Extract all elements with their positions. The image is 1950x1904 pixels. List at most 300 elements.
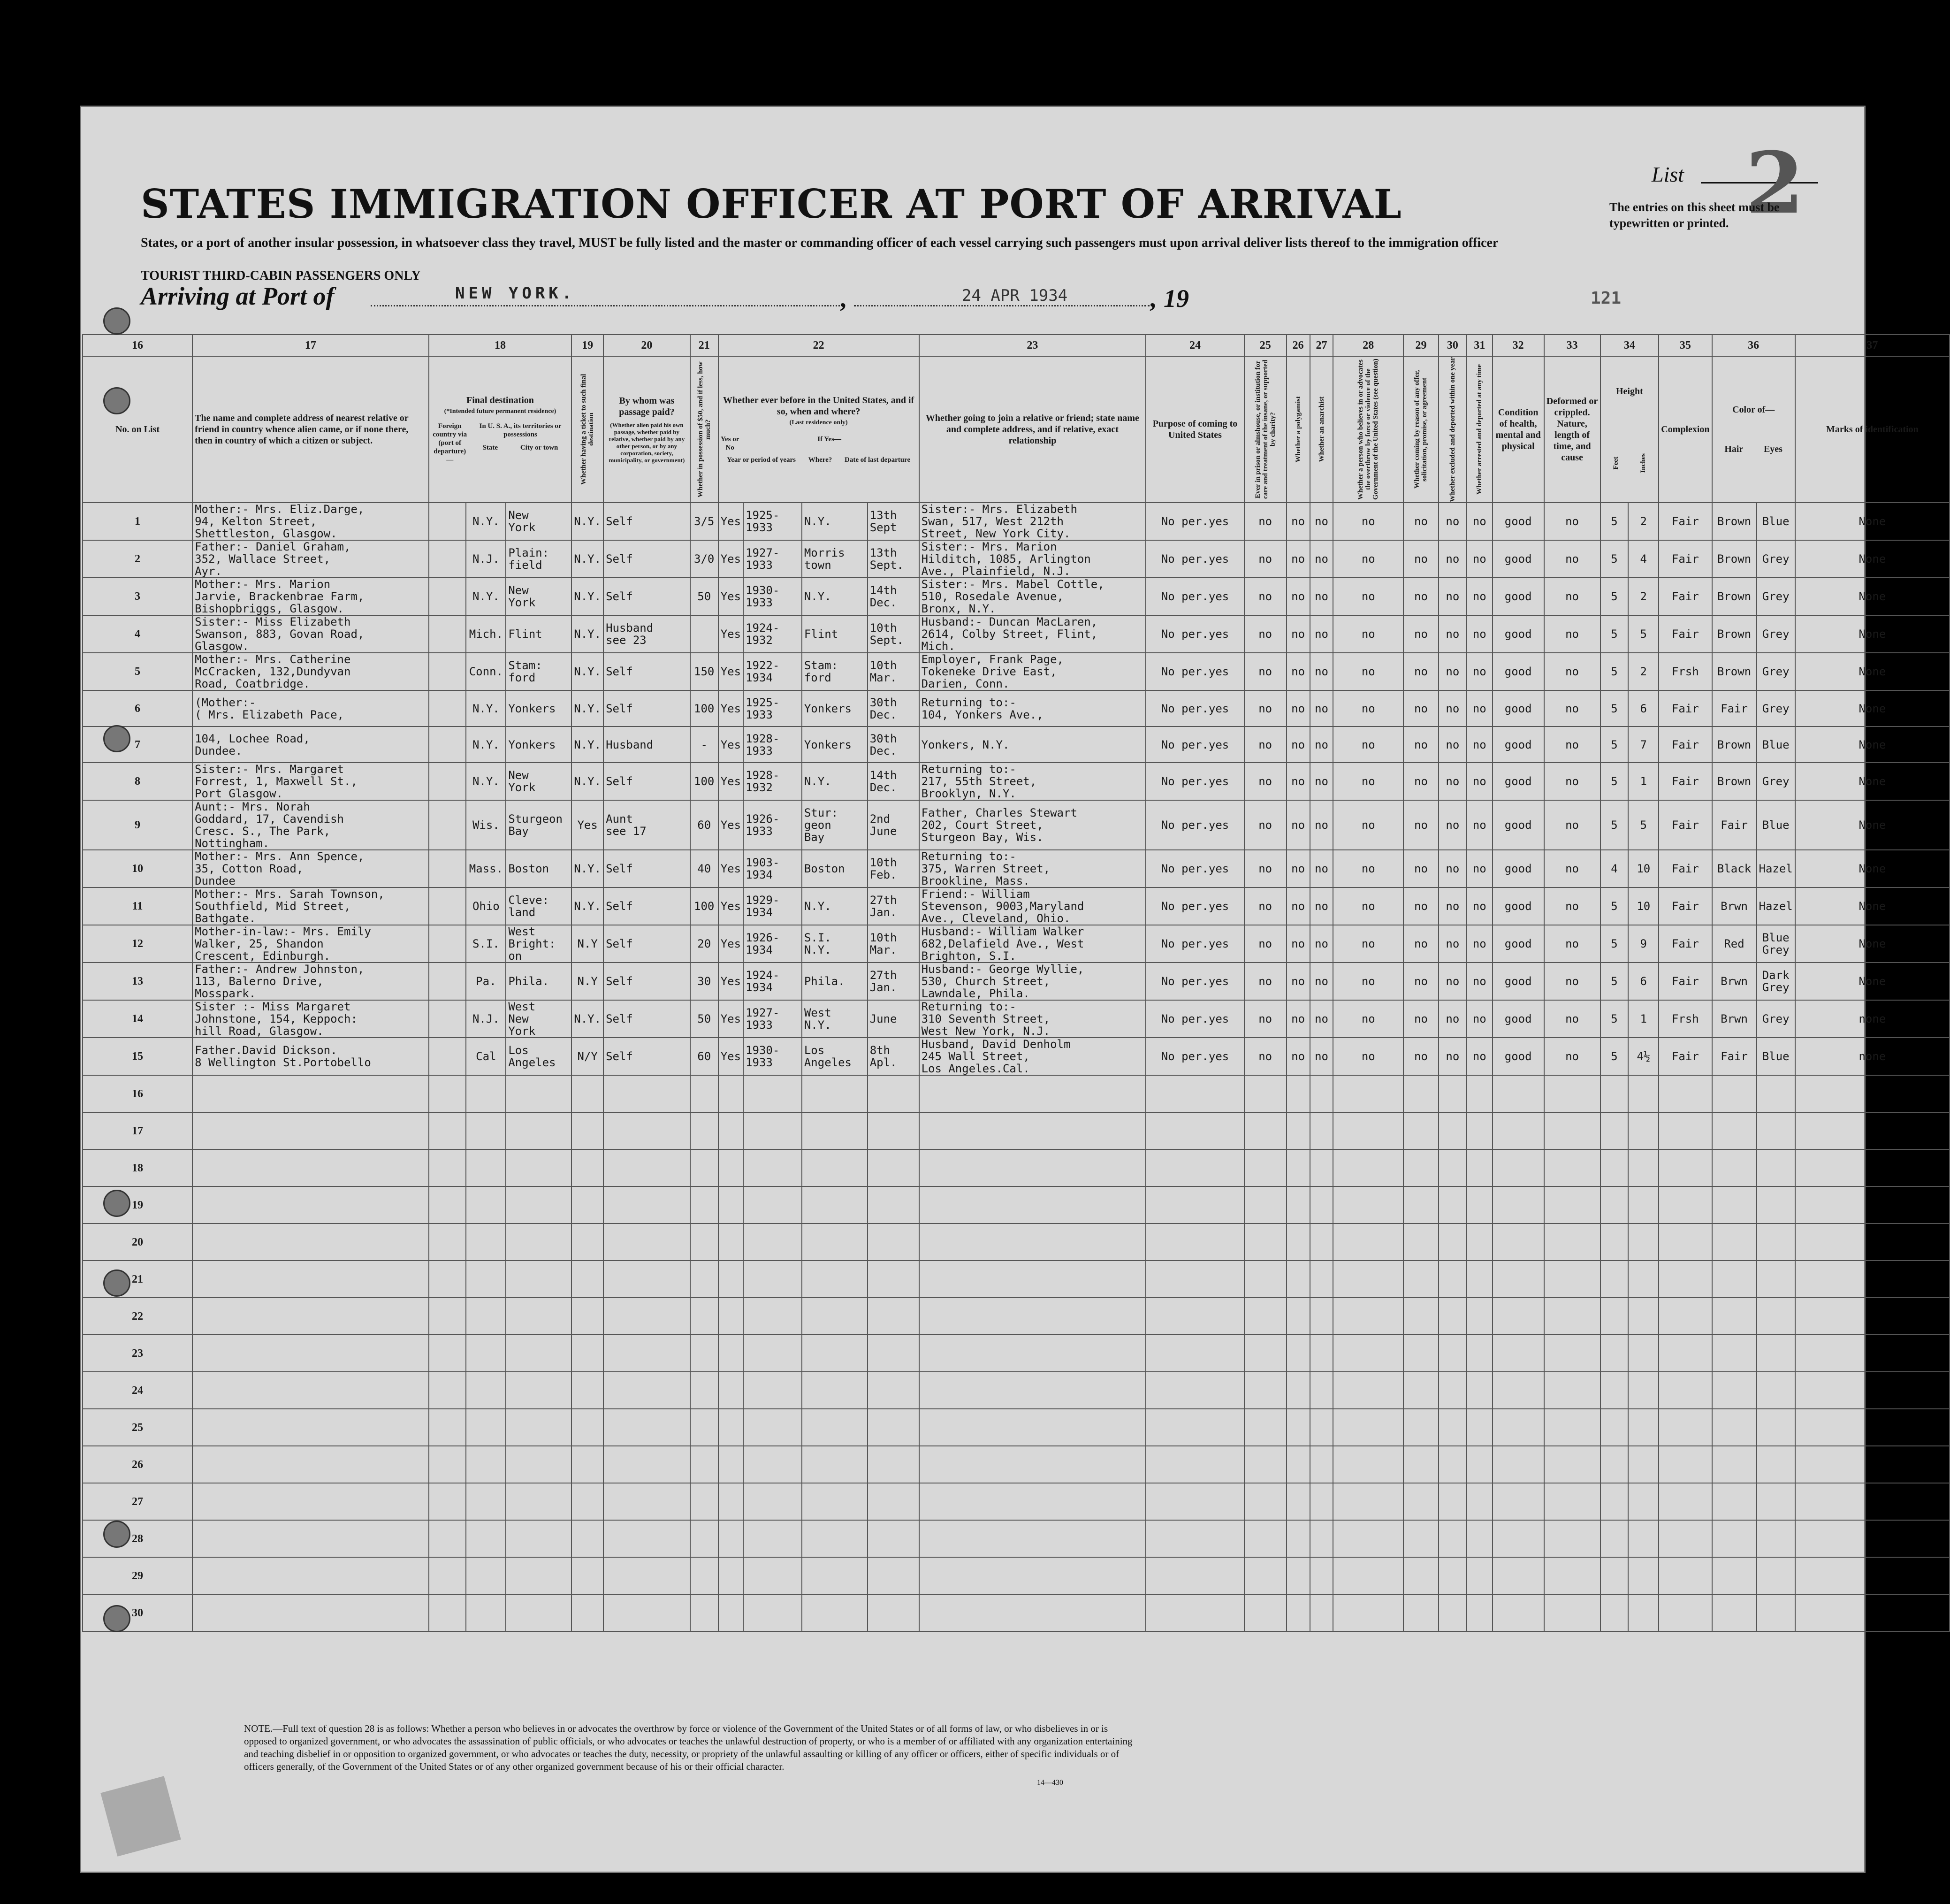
prison-cell (1244, 1446, 1287, 1483)
overthrow-cell (1333, 1112, 1403, 1149)
height-feet-cell (1600, 1409, 1629, 1446)
state-cell (466, 1075, 506, 1112)
passage-cell (603, 1261, 690, 1298)
arrested-cell: no (1467, 615, 1493, 653)
marks-cell (1795, 1446, 1950, 1483)
eyes-cell: Dark Grey (1757, 963, 1795, 1000)
where-cell: Yonkers (802, 726, 868, 763)
offer-cell: no (1403, 1000, 1439, 1038)
hair-cell: Fair (1712, 800, 1757, 850)
complexion-cell: Fair (1659, 540, 1712, 578)
money-cell (690, 1261, 718, 1298)
binder-hole (103, 1605, 130, 1632)
ticket-cell: N.Y. (571, 887, 603, 925)
row-number: 23 (83, 1335, 192, 1372)
overthrow-cell (1333, 1409, 1403, 1446)
height-inches-cell (1628, 1520, 1659, 1557)
where-cell (802, 1594, 868, 1631)
offer-cell: no (1403, 925, 1439, 963)
overthrow-cell: no (1333, 800, 1403, 850)
complexion-cell (1659, 1149, 1712, 1186)
city-cell (506, 1186, 571, 1223)
polygamist-cell: no (1287, 615, 1310, 653)
row-number: 28 (83, 1520, 192, 1557)
passage-cell: Self (603, 1038, 690, 1075)
height-feet-cell: 5 (1600, 615, 1629, 653)
offer-cell: no (1403, 578, 1439, 615)
prison-cell: no (1244, 887, 1287, 925)
list-label: List (1652, 162, 1684, 186)
departure-date-cell: 2nd June (868, 800, 919, 850)
money-cell: 50 (690, 578, 718, 615)
purpose-cell: No per.yes (1146, 800, 1244, 850)
anarchist-cell (1310, 1483, 1333, 1520)
prison-cell (1244, 1223, 1287, 1261)
overthrow-cell (1333, 1446, 1403, 1483)
prison-cell (1244, 1186, 1287, 1223)
money-cell: 30 (690, 963, 718, 1000)
height-inches-cell: 6 (1628, 690, 1659, 726)
offer-cell (1403, 1557, 1439, 1594)
ticket-cell (571, 1483, 603, 1520)
overthrow-label: Whether a person who believes in or advocates the overthrow by force or violence of the Government of the United States (see question) (1357, 359, 1380, 500)
height-inches-cell (1628, 1149, 1659, 1186)
foreign-country-cell (429, 1112, 466, 1149)
ticket-cell (571, 1149, 603, 1186)
separator-comma: , (1150, 284, 1156, 313)
inches-label: Inches (1639, 453, 1647, 473)
anarchist-cell (1310, 1557, 1333, 1594)
where-cell (802, 1446, 868, 1483)
col-number: 30 (1439, 335, 1467, 356)
purpose-cell (1146, 1446, 1244, 1483)
table-row (83, 963, 1950, 1000)
table-row (83, 1298, 1950, 1335)
anarchist-cell (1310, 1298, 1333, 1335)
row-number: 19 (83, 1186, 192, 1223)
years-cell (743, 1149, 802, 1186)
state-cell: Ohio (466, 887, 506, 925)
money-cell (690, 1557, 718, 1594)
departure-date-cell: 14th Dec. (868, 578, 919, 615)
joining-cell: Friend:- William Stevenson, 9003,Maryland Ave., Cleveland, Ohio. (919, 887, 1146, 925)
years-cell (743, 1446, 802, 1483)
height-inches-cell (1628, 1446, 1659, 1483)
relative-cell (192, 1557, 429, 1594)
anarchist-label: Whether an anarchist (1318, 397, 1325, 462)
excluded-cell: no (1439, 850, 1467, 887)
separator-comma: , (840, 284, 846, 313)
excluded-cell: no (1439, 1000, 1467, 1038)
eyes-cell: Grey (1757, 763, 1795, 800)
offer-cell (1403, 1261, 1439, 1298)
height-inches-cell (1628, 1112, 1659, 1149)
row-number: 9 (83, 800, 192, 850)
joining-cell (919, 1112, 1146, 1149)
complexion-cell: Fair (1659, 578, 1712, 615)
deformed-cell (1544, 1520, 1600, 1557)
deformed-cell: no (1544, 540, 1600, 578)
table-row (83, 1372, 1950, 1409)
eyes-cell: Blue (1757, 1038, 1795, 1075)
city-cell: West Bright: on (506, 925, 571, 963)
overthrow-cell: no (1333, 963, 1403, 1000)
complexion-cell (1659, 1483, 1712, 1520)
years-cell: 1929- 1934 (743, 887, 802, 925)
height-feet-cell (1600, 1483, 1629, 1520)
excluded-cell: no (1439, 763, 1467, 800)
prison-cell (1244, 1372, 1287, 1409)
where-cell: N.Y. (802, 503, 868, 540)
overthrow-cell (1333, 1223, 1403, 1261)
passage-cell (603, 1186, 690, 1223)
prison-cell (1244, 1298, 1287, 1335)
eyes-cell: Grey (1757, 653, 1795, 690)
relative-cell (192, 1075, 429, 1112)
table-row (83, 1075, 1950, 1112)
table-row (83, 690, 1950, 726)
state-cell: Conn. (466, 653, 506, 690)
departure-date-cell: 8th Apl. (868, 1038, 919, 1075)
where-cell (802, 1335, 868, 1372)
hair-cell (1712, 1483, 1757, 1520)
foreign-country-cell (429, 1520, 466, 1557)
form-number: 14—430 (1037, 1779, 1063, 1787)
eyes-cell: Blue (1757, 726, 1795, 763)
polygamist-cell: no (1287, 963, 1310, 1000)
height-feet-cell: 5 (1600, 763, 1629, 800)
height-feet-cell (1600, 1298, 1629, 1335)
health-cell: good (1493, 690, 1544, 726)
row-number: 24 (83, 1372, 192, 1409)
ticket-cell (571, 1446, 603, 1483)
table-row (83, 850, 1950, 887)
arrested-cell: no (1467, 887, 1493, 925)
ever-before-cell: Yes (718, 763, 743, 800)
years-cell (743, 1298, 802, 1335)
years-cell (743, 1335, 802, 1372)
passage-label: By whom was passage paid? (619, 396, 675, 417)
purpose-cell: No per.yes (1146, 615, 1244, 653)
ever-before-cell (718, 1112, 743, 1149)
deformed-cell (1544, 1483, 1600, 1520)
hair-cell (1712, 1186, 1757, 1223)
table-row (83, 1000, 1950, 1038)
height-inches-cell (1628, 1557, 1659, 1594)
row-number: 7 (83, 726, 192, 763)
years-cell: 1926- 1934 (743, 925, 802, 963)
foreign-country-cell (429, 1594, 466, 1631)
prison-cell (1244, 1261, 1287, 1298)
row-number: 5 (83, 653, 192, 690)
col-number: 26 (1287, 335, 1310, 356)
state-cell: Wis. (466, 800, 506, 850)
deformed-cell: no (1544, 800, 1600, 850)
arrested-cell (1467, 1335, 1493, 1372)
joining-cell: Returning to:- 104, Yonkers Ave., (919, 690, 1146, 726)
passage-cell (603, 1112, 690, 1149)
state-cell: Mass. (466, 850, 506, 887)
purpose-cell: No per.yes (1146, 763, 1244, 800)
departure-date-cell: 13th Sept (868, 503, 919, 540)
arrested-cell (1467, 1186, 1493, 1223)
table-row (83, 763, 1950, 800)
years-cell: 1930- 1933 (743, 578, 802, 615)
health-cell (1493, 1298, 1544, 1335)
hair-cell: Brown (1712, 540, 1757, 578)
marks-cell (1795, 1112, 1950, 1149)
offer-cell: no (1403, 726, 1439, 763)
table-row (83, 1038, 1950, 1075)
offer-cell (1403, 1446, 1439, 1483)
money-cell: 150 (690, 653, 718, 690)
state-cell (466, 1261, 506, 1298)
eyes-cell: Blue (1757, 503, 1795, 540)
complexion-cell: Fair (1659, 800, 1712, 850)
excluded-cell (1439, 1261, 1467, 1298)
health-cell: good (1493, 653, 1544, 690)
height-inches-cell (1628, 1335, 1659, 1372)
arrested-cell (1467, 1594, 1493, 1631)
state-label: State (482, 444, 498, 451)
relative-cell (192, 1223, 429, 1261)
money-cell: 50 (690, 1000, 718, 1038)
foreign-country-label: Foreign country via (port of departure)— (433, 422, 467, 464)
arrested-cell: no (1467, 690, 1493, 726)
col-number: 22 (718, 335, 919, 356)
offer-cell (1403, 1186, 1439, 1223)
height-feet-cell: 5 (1600, 653, 1629, 690)
prison-cell: no (1244, 503, 1287, 540)
overthrow-cell (1333, 1594, 1403, 1631)
relative-cell (192, 1409, 429, 1446)
years-cell (743, 1557, 802, 1594)
relative-cell: Sister :- Miss Margaret Johnstone, 154, Keppoch: hill Road, Glasgow. (192, 1000, 429, 1038)
anarchist-cell: no (1310, 690, 1333, 726)
state-cell: Cal (466, 1038, 506, 1075)
ever-before-note: (Last residence only) (789, 419, 848, 426)
polygamist-cell: no (1287, 925, 1310, 963)
city-cell: Los Angeles (506, 1038, 571, 1075)
relative-cell (192, 1112, 429, 1149)
purpose-cell (1146, 1409, 1244, 1446)
foreign-country-cell (429, 1038, 466, 1075)
where-label: Where? (808, 456, 832, 464)
anarchist-cell (1310, 1149, 1333, 1186)
hair-cell: Brown (1712, 615, 1757, 653)
eyes-cell (1757, 1409, 1795, 1446)
header-no-on-list: No. on List (83, 356, 192, 503)
prison-cell: no (1244, 963, 1287, 1000)
prison-cell: no (1244, 615, 1287, 653)
header-marks: Marks of identification (1795, 356, 1950, 503)
deformed-cell: no (1544, 925, 1600, 963)
ticket-cell (571, 1186, 603, 1223)
complexion-cell (1659, 1075, 1712, 1112)
binder-hole (103, 387, 130, 414)
row-number: 22 (83, 1298, 192, 1335)
polygamist-cell: no (1287, 578, 1310, 615)
foreign-country-cell (429, 1075, 466, 1112)
header-excluded (1439, 356, 1467, 503)
height-feet-cell: 5 (1600, 540, 1629, 578)
header-passage (603, 356, 690, 503)
row-number: 11 (83, 887, 192, 925)
departure-date-cell: 13th Sept. (868, 540, 919, 578)
ever-before-cell: Yes (718, 615, 743, 653)
polygamist-cell (1287, 1112, 1310, 1149)
hair-cell: Brwn (1712, 1000, 1757, 1038)
deformed-cell: no (1544, 615, 1600, 653)
ever-before-cell (718, 1186, 743, 1223)
anarchist-cell (1310, 1520, 1333, 1557)
excluded-cell: no (1439, 925, 1467, 963)
ticket-cell (571, 1409, 603, 1446)
marks-cell (1795, 1149, 1950, 1186)
prison-cell: no (1244, 1038, 1287, 1075)
marks-cell: none (1795, 1038, 1950, 1075)
overthrow-cell: no (1333, 615, 1403, 653)
prison-cell: no (1244, 653, 1287, 690)
anarchist-cell: no (1310, 850, 1333, 887)
money-cell (690, 1335, 718, 1372)
marks-cell: None (1795, 963, 1950, 1000)
row-number: 18 (83, 1149, 192, 1186)
row-number: 1 (83, 503, 192, 540)
col-number: 17 (192, 335, 429, 356)
city-cell: New York (506, 578, 571, 615)
departure-date-cell: 30th Dec. (868, 690, 919, 726)
header-possession (690, 356, 718, 503)
header-relative: The name and complete address of nearest relative or friend in country whence alien came, or if none there, then in country of which a citizen or subject. (192, 356, 429, 503)
table-row (83, 1186, 1950, 1223)
city-cell: Cleve: land (506, 887, 571, 925)
date-underline (854, 305, 1150, 306)
state-cell (466, 1186, 506, 1223)
excluded-cell: no (1439, 726, 1467, 763)
prison-cell: no (1244, 763, 1287, 800)
money-cell (690, 1075, 718, 1112)
state-cell (466, 1372, 506, 1409)
where-cell (802, 1075, 868, 1112)
height-feet-cell: 5 (1600, 800, 1629, 850)
overthrow-cell: no (1333, 925, 1403, 963)
height-feet-cell: 5 (1600, 887, 1629, 925)
ever-before-cell: Yes (718, 690, 743, 726)
foreign-country-cell (429, 653, 466, 690)
overthrow-cell (1333, 1075, 1403, 1112)
height-inches-cell (1628, 1372, 1659, 1409)
marks-cell: None (1795, 763, 1950, 800)
ever-before-cell (718, 1261, 743, 1298)
passage-cell: Aunt see 17 (603, 800, 690, 850)
arrested-cell (1467, 1223, 1493, 1261)
excluded-label: Whether excluded and deported within one year (1448, 357, 1456, 502)
manifest-rows (83, 503, 1950, 1631)
overthrow-cell (1333, 1149, 1403, 1186)
polygamist-cell (1287, 1409, 1310, 1446)
marks-cell: None (1795, 503, 1950, 540)
health-cell (1493, 1372, 1544, 1409)
yes-no-label: Yes or No (720, 436, 739, 451)
marks-cell: None (1795, 578, 1950, 615)
table-row (83, 1112, 1950, 1149)
excluded-cell: no (1439, 578, 1467, 615)
height-inches-cell (1628, 1594, 1659, 1631)
prison-cell (1244, 1557, 1287, 1594)
prison-cell (1244, 1520, 1287, 1557)
anarchist-cell: no (1310, 800, 1333, 850)
row-number: 13 (83, 963, 192, 1000)
ever-before-cell: Yes (718, 1000, 743, 1038)
relative-cell (192, 1149, 429, 1186)
prison-cell (1244, 1335, 1287, 1372)
header-final-destination (429, 356, 572, 503)
health-cell: good (1493, 850, 1544, 887)
eyes-cell: Hazel (1757, 887, 1795, 925)
city-cell: New York (506, 763, 571, 800)
marks-cell: None (1795, 615, 1950, 653)
excluded-cell (1439, 1483, 1467, 1520)
col-number: 24 (1146, 335, 1244, 356)
row-number: 25 (83, 1409, 192, 1446)
years-cell: 1928- 1932 (743, 763, 802, 800)
marks-cell (1795, 1075, 1950, 1112)
relative-cell: Aunt:- Mrs. Norah Goddard, 17, Cavendish Cresc. S., The Park, Nottingham. (192, 800, 429, 850)
state-cell (466, 1335, 506, 1372)
anarchist-cell: no (1310, 963, 1333, 1000)
anarchist-cell: no (1310, 763, 1333, 800)
where-cell: Yonkers (802, 690, 868, 726)
complexion-cell (1659, 1335, 1712, 1372)
years-cell: 1924- 1934 (743, 963, 802, 1000)
marks-cell (1795, 1298, 1950, 1335)
money-cell (690, 1372, 718, 1409)
health-cell: good (1493, 763, 1544, 800)
hair-cell: Fair (1712, 1038, 1757, 1075)
table-row (83, 1446, 1950, 1483)
hair-cell (1712, 1223, 1757, 1261)
height-feet-cell (1600, 1223, 1629, 1261)
row-number: 21 (83, 1261, 192, 1298)
ticket-cell: N.Y. (571, 726, 603, 763)
hair-cell: Brown (1712, 578, 1757, 615)
departure-date-cell (868, 1112, 919, 1149)
where-cell (802, 1112, 868, 1149)
years-cell (743, 1186, 802, 1223)
departure-date-cell (868, 1298, 919, 1335)
complexion-cell (1659, 1520, 1712, 1557)
prison-cell: no (1244, 726, 1287, 763)
passage-cell (603, 1446, 690, 1483)
table-row (83, 1335, 1950, 1372)
height-feet-cell: 5 (1600, 1038, 1629, 1075)
joining-cell (919, 1261, 1146, 1298)
departure-date-cell (868, 1261, 919, 1298)
arrested-cell: no (1467, 800, 1493, 850)
purpose-cell: No per.yes (1146, 887, 1244, 925)
departure-date-cell: 10th Feb. (868, 850, 919, 887)
height-feet-cell (1600, 1446, 1629, 1483)
marks-cell: None (1795, 726, 1950, 763)
binder-hole (103, 1269, 130, 1297)
money-cell (690, 1594, 718, 1631)
deformed-cell: no (1544, 578, 1600, 615)
arrested-cell (1467, 1298, 1493, 1335)
deformed-cell (1544, 1223, 1600, 1261)
col-number: 25 (1244, 335, 1287, 356)
foreign-country-cell (429, 800, 466, 850)
